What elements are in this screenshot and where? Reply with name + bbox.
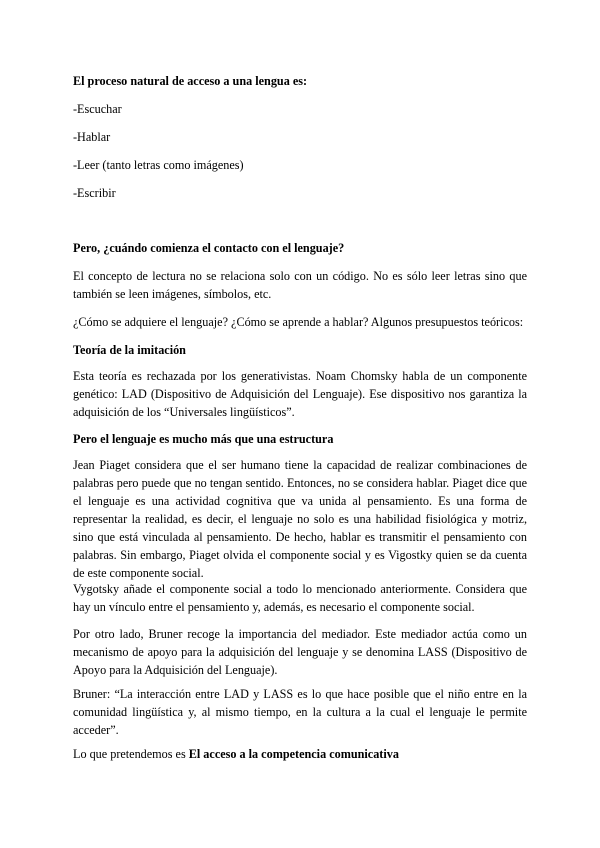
paragraph-bruner-mediator: Por otro lado, Bruner recoge la importancia del mediador. Este mediador actúa como un mecanismo de apoyo para la adquisición del lenguaje y se denomina LASS (Dispositivo de Apoyo para la Adquisición del Lenguaje). [73, 627, 527, 677]
goal-prefix: Lo que pretendemos es [73, 747, 189, 761]
list-item: -Hablar [73, 130, 111, 144]
paragraph-questions: ¿Cómo se adquiere el lenguaje? ¿Cómo se aprende a hablar? Algunos presupuestos teóricos: [73, 315, 524, 329]
paragraph-reading: El concepto de lectura no se relaciona solo con un código. No es sólo leer letras sino que también se leen imágenes, símbolos, etc. [73, 269, 527, 301]
goal-bold: El acceso a la competencia comunicativa [188, 747, 399, 761]
heading-contact: Pero, ¿cuándo comienza el contacto con el lenguaje? [73, 241, 345, 255]
list-item: -Escuchar [73, 102, 122, 116]
paragraph-vygotsky: Vygotsky añade el componente social a todo lo mencionado anteriormente. Considera que hay un vínculo entre el pensamiento y, además, es necesario el componente social. [73, 582, 527, 614]
paragraph-chomsky: Esta teoría es rechazada por los generativistas. Noam Chomsky habla de un componente genético: LAD (Dispositivo de Adquisición del Lenguaje). Ese dispositivo nos garantiza la adquisición de los “Universales lingüísticos”. [73, 369, 527, 419]
paragraph-bruner-quote: Bruner: “La interacción entre LAD y LASS es lo que hace posible que el niño entre en la comunidad lingüística y, al mismo tiempo, en la cultura a la cual el lenguaje le permite acceder”. [73, 687, 527, 737]
paragraph-goal [73, 746, 399, 762]
heading-imitation-theory: Teoría de la imitación [73, 343, 186, 357]
list-item: -Escribir [73, 186, 116, 200]
paragraph-piaget: Jean Piaget considera que el ser humano tiene la capacidad de realizar combinaciones de palabras pero puede que no tengan sentido. Entonces, no se considera hablar. Piaget dice que el lenguaje es una actividad cognitiva que va unida al pensamiento. Es una forma de representar la realidad, es decir, el lenguaje no solo es una habilidad fisiológica y motriz, sino que está vinculada al pensamiento. De hecho, hablar es transmitir el pensamiento con palabras. Sin embargo, Piaget olvida el componente social y es Vigostky quien se da cuenta de este componente social. [73, 458, 527, 580]
heading-natural-process: El proceso natural de acceso a una lengua es: [73, 74, 308, 88]
list-item: -Leer (tanto letras como imágenes) [73, 158, 244, 172]
heading-language-structure: Pero el lenguaje es mucho más que una estructura [73, 432, 334, 446]
